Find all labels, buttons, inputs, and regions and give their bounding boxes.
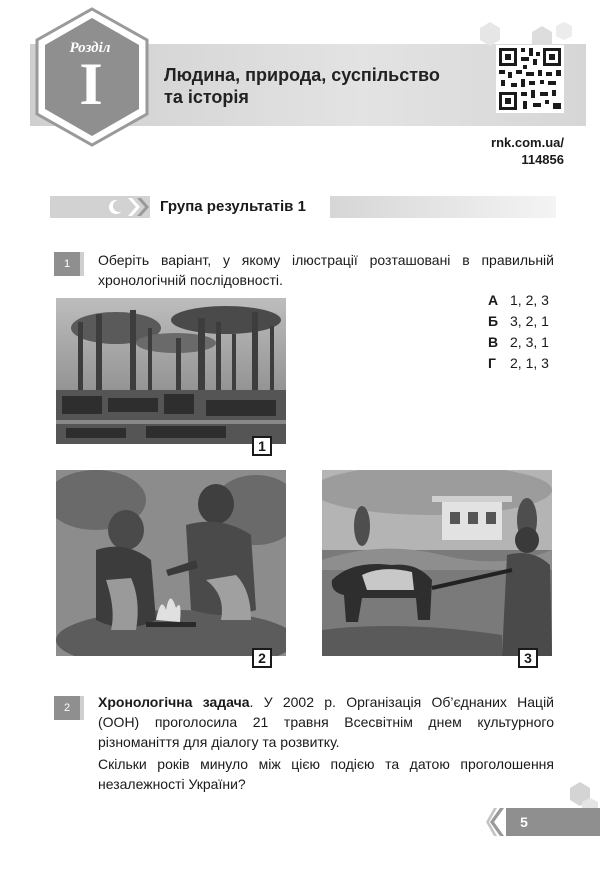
section-bar-right <box>330 196 556 218</box>
answer-option[interactable] <box>488 292 549 313</box>
chapter-title-line1: Людина, природа, суспільство <box>164 65 440 85</box>
answer-value: 1, 2, 3 <box>510 292 549 308</box>
illustration-primitive-people <box>56 470 286 656</box>
resource-link[interactable] <box>470 134 564 168</box>
chapter-title-line2: та історія <box>164 87 249 107</box>
illustration-ancient-plowing <box>322 470 552 656</box>
task2-lead: Хронологічна задача <box>98 694 250 710</box>
answer-value: 2, 3, 1 <box>510 334 549 350</box>
section-title: Група результатів 1 <box>160 198 306 215</box>
answer-letter: В <box>488 334 499 350</box>
illustration-factory <box>56 298 286 444</box>
resource-link-line2: 114856 <box>521 152 564 167</box>
chapter-label: Розділ <box>69 40 111 56</box>
qr-code-icon <box>496 45 564 113</box>
task-number-badge: 1 <box>54 252 80 276</box>
task2-question-part2: Скільки років минуло між цією подією та датою проголошення незалежності України? <box>98 756 554 792</box>
answer-letter: Г <box>488 355 496 371</box>
chevron-right-icon <box>128 198 150 216</box>
resource-link-line1: rnk.com.ua/ <box>491 135 564 150</box>
crescent-moon-icon <box>108 199 124 215</box>
illustration-label: 1 <box>252 436 272 456</box>
answer-value: 3, 2, 1 <box>510 313 549 329</box>
page-number: 5 <box>520 814 528 830</box>
answer-option[interactable] <box>488 313 549 334</box>
task2-question <box>98 692 554 752</box>
chevron-left-icon <box>486 808 506 836</box>
answer-letter: А <box>488 292 499 308</box>
task-number-badge: 2 <box>54 696 80 720</box>
chapter-title <box>164 64 464 108</box>
chapter-number: I <box>79 51 103 117</box>
answer-options <box>488 292 549 376</box>
illustration-label: 3 <box>518 648 538 668</box>
task2-text: . У 2002 р. Організація Об’єднаних Націй (ООН) проголосила 21 травня Всесвітнім днем культурного різноманіття для діалогу та розвитку. <box>98 694 554 750</box>
answer-letter: Б <box>488 313 499 329</box>
answer-value: 2, 1, 3 <box>510 355 549 371</box>
answer-option[interactable] <box>488 334 549 355</box>
illustration-label: 2 <box>252 648 272 668</box>
answer-option[interactable] <box>488 355 549 376</box>
task1-question: Оберіть варіант, у якому ілюстрації розташовані в правильній хронологічній послідовності. <box>98 252 554 288</box>
qr-code[interactable] <box>496 45 564 113</box>
